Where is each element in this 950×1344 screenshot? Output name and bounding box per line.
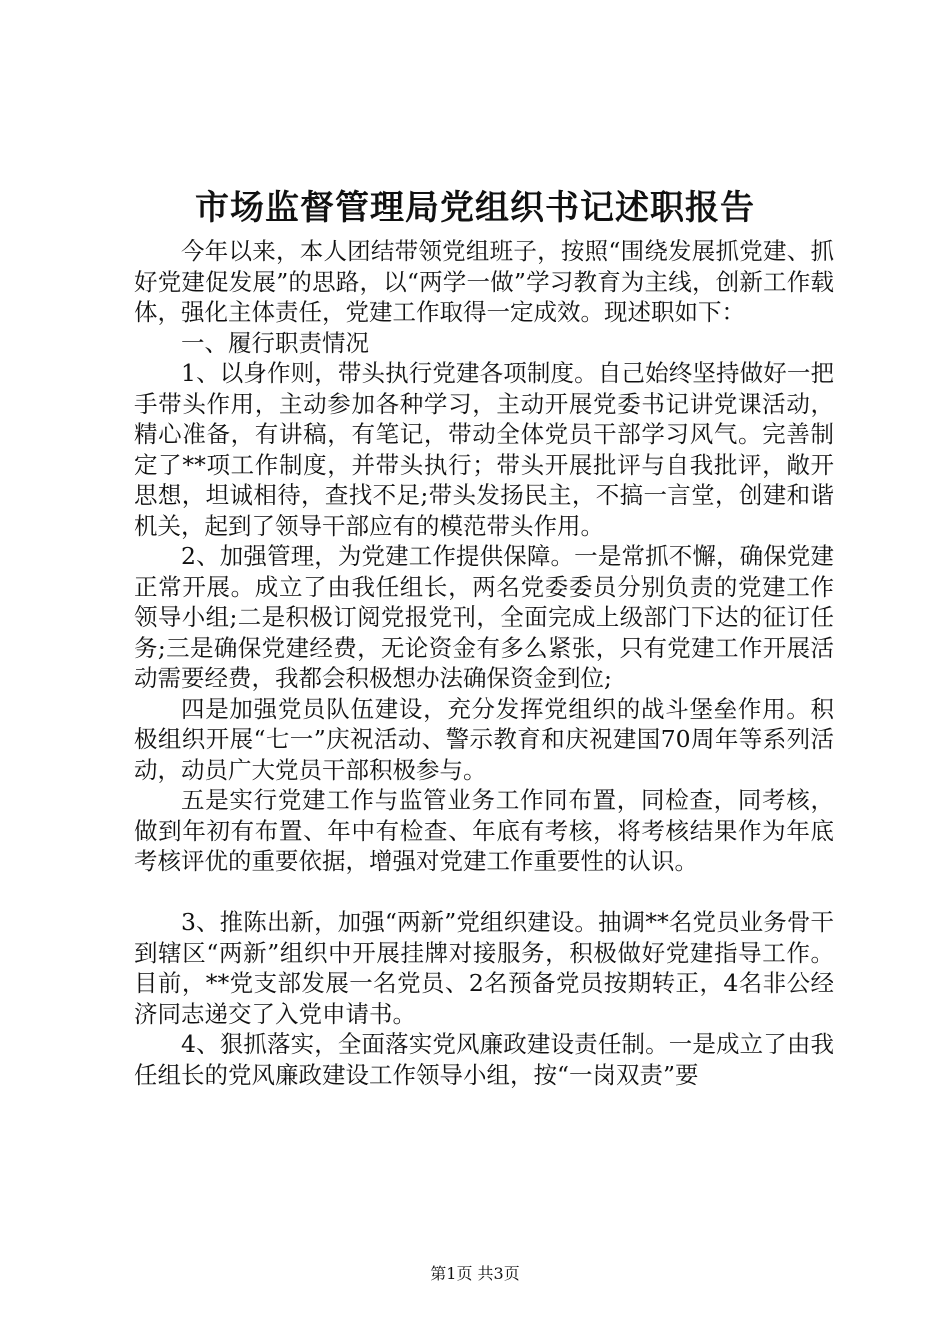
document-title: 市场监督管理局党组织书记述职报告 [195,188,755,228]
paragraph-item-4: 4、狠抓落实，全面落实党风廉政建设责任制。一是成立了由我任组长的党风廉政建设工作领导小组，按“一岗双责”要 [134,1030,834,1089]
intro-paragraph: 今年以来，本人团结带领党组班子，按照“围绕发展抓党建、抓好党建促发展”的思路，以“两学一做”学习教育为主线，创新工作载体，强化主体责任，党建工作取得一定成效。现述职如下： [134,237,834,326]
paragraph-item-2-point-4: 四是加强党员队伍建设，充分发挥党组织的战斗堡垒作用。积极组织开展“七一”庆祝活动、警示教育和庆祝建国70周年等系列活动，动员广大党员干部积极参与。 [134,694,834,784]
paragraph-spacer [134,877,834,908]
paragraph-item-2-point-5: 五是实行党建工作与监管业务工作同布置，同检查，同考核，做到年初有布置、年中有检查、年底有考核，将考核结果作为年底考核评优的重要依据，增强对党建工作重要性的认识。 [134,786,834,875]
paragraph-item-1: 1、以身作则，带头执行党建各项制度。自己始终坚持做好一把手带头作用，主动参加各种学习，主动开展党委书记讲党课活动，精心准备，有讲稿，有笔记，带动全体党员干部学习风气。完善制定了**项工作制度，并带头执行；带头开展批评与自我批评，敞开思想，坦诚相待，查找不足;带头发扬民主，不搞一言堂，创建和谐机关，起到了领导干部应有的模范带头作用。 [134,359,834,540]
document-body [134,236,834,1090]
page-number-footer: 第1页 共3页 [430,1264,520,1283]
paragraph-item-3: 3、推陈出新，加强“两新”党组织建设。抽调**名党员业务骨干到辖区“两新”组织中开展挂牌对接服务，积极做好党建指导工作。目前，**党支部发展一名党员、2名预备党员按期转正，4名非公经济同志递交了入党申请书。 [134,908,834,1028]
paragraph-item-2: 2、加强管理，为党建工作提供保障。一是常抓不懈，确保党建正常开展。成立了由我任组长，两名党委委员分别负责的党建工作领导小组;二是积极订阅党报党刊，全面完成上级部门下达的征订任务;三是确保党建经费，无论资金有多么紧张，只有党建工作开展活动需要经费，我都会积极想办法确保资金到位; [134,542,834,692]
section-heading-duties: 一、履行职责情况 [181,328,369,357]
